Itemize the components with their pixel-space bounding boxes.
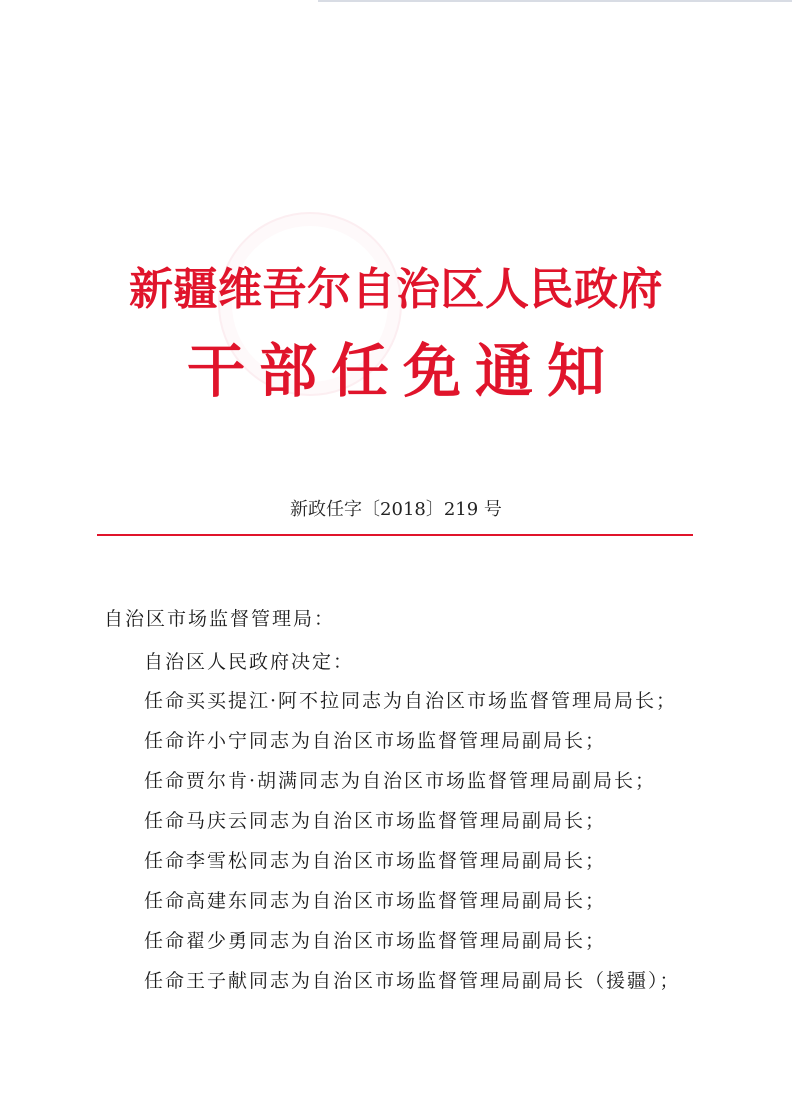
red-separator-line	[97, 534, 693, 536]
document-type-title: 干部任免通知	[186, 337, 619, 405]
issuer-title: 新疆维吾尔自治区人民政府	[129, 264, 663, 315]
appointment-item: 任命贾尔肯·胡满同志为自治区市场监督管理局副局长；	[144, 770, 657, 792]
appointment-item: 任命许小宁同志为自治区市场监督管理局副局长；	[144, 730, 607, 752]
appointment-item: 任命翟少勇同志为自治区市场监督管理局副局长；	[144, 930, 607, 952]
appointment-list	[144, 686, 681, 1006]
scan-edge-line	[318, 0, 792, 2]
appointment-item: 任命王子献同志为自治区市场监督管理局副局长（援疆）；	[144, 970, 681, 992]
appointment-item: 任命李雪松同志为自治区市场监督管理局副局长；	[144, 850, 607, 872]
addressee: 自治区市场监督管理局：	[104, 608, 336, 630]
decision-intro: 自治区人民政府决定：	[144, 651, 355, 673]
appointment-item: 任命马庆云同志为自治区市场监督管理局副局长；	[144, 810, 607, 832]
document-number: 新政任字〔2018〕219 号	[290, 499, 502, 520]
appointment-item: 任命高建东同志为自治区市场监督管理局副局长；	[144, 890, 607, 912]
appointment-item: 任命买买提江·阿不拉同志为自治区市场监督管理局局长；	[144, 690, 678, 712]
